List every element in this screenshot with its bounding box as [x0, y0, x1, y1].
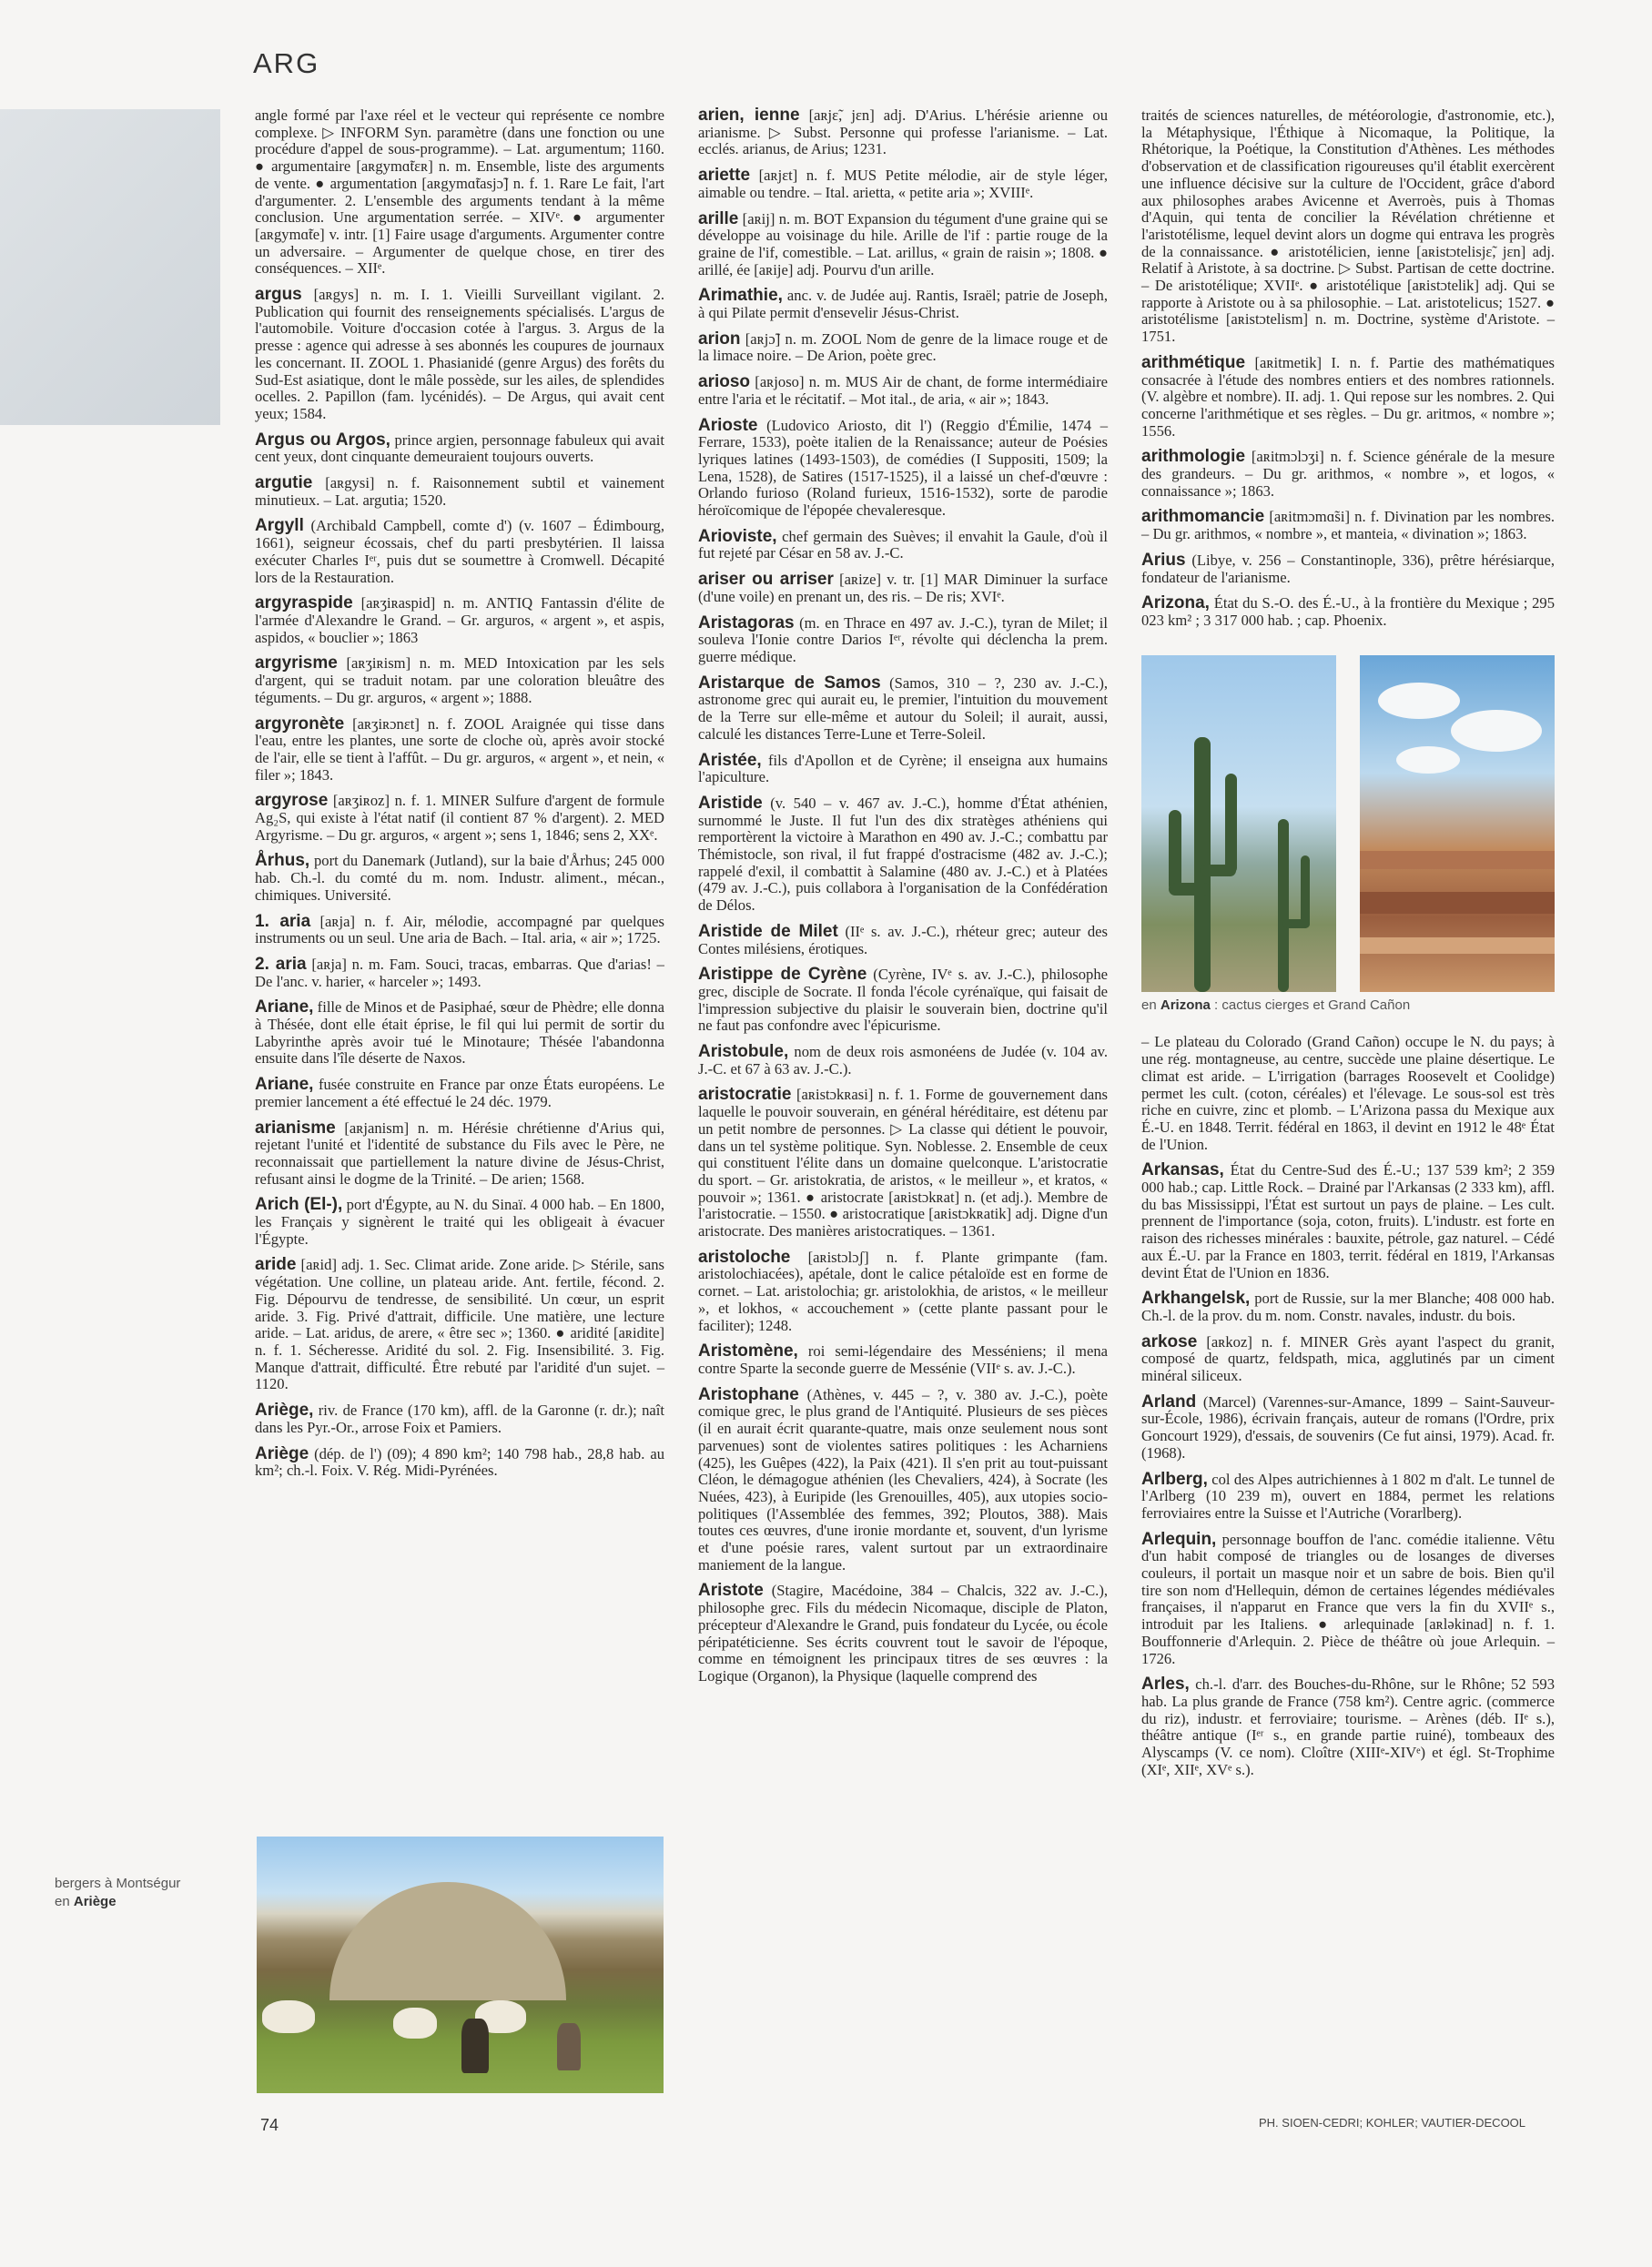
entry-definition: [aʀʒiʀoz] n. f. 1. MINER Sulfure d'argent de formule Ag₂S, qui existe à l'état natif (il contient 87 % d'argent). 2. MED Argyrisme. – Du gr. arguros, « argent »; sens 1, 1846; sens 2, XXᵉ. [255, 792, 664, 844]
entry-headword: aristocratie [698, 1085, 792, 1105]
entry-headword: Århus, [255, 851, 310, 871]
dictionary-entry [255, 1402, 664, 1436]
entry-headword: 1. aria [255, 911, 311, 931]
dictionary-entry [698, 208, 1108, 279]
entry-definition: [aʀgys] n. m. I. 1. Vieilli Surveillant vigilant. 2. Publication qui fournit des renseignements spécialisés. L'argus de l'automobile. Voiture d'occasion cotée à l'argus. 3. Argus de la presse : agence qui adresse à ses abonnés les coupures de journaux les concernant. II. ZOOL 1. Phasianidé (genre Argus) des forêts du Sud-Est asiatique, dont le mâle possède, sur les ailes, de splendides ocelles. 2. Papillon (fam. lycénidés). – De Argus, qui avait cent yeux; 1584. [255, 286, 664, 422]
entry-definition: [aʀij] n. m. BOT Expansion du tégument d'une graine qui se développe au voisinage du hile. Arille de l'if : partie rouge de la graine de l'if, comestible. – Lat. arillus, « grain de raisin »; 1808. ● arillé, ée [aʀije] adj. Pourvu d'un arille. [698, 209, 1108, 278]
entry-definition: port de Russie, sur la mer Blanche; 408 000 hab. Ch.-l. de la prov. du m. nom. Constr. navales, industr. du bois. [1141, 1290, 1555, 1324]
entry-headword: Aristagoras [698, 612, 795, 633]
entry-headword: arioso [698, 372, 751, 392]
dictionary-entry [255, 595, 664, 646]
dictionary-entry [698, 526, 1108, 562]
entry-headword: Arioviste, [698, 526, 777, 546]
dictionary-entry [698, 675, 1108, 744]
cactus-photo [1141, 655, 1336, 992]
dictionary-entry [698, 288, 1108, 321]
dictionary-entry [1141, 552, 1555, 586]
entry-headword: arkose [1141, 1331, 1198, 1351]
dictionary-entry [255, 1120, 664, 1189]
dictionary-entry [255, 1257, 664, 1393]
entry-definition: [aʀja] n. m. Fam. Souci, tracas, embarras. Que d'arias! – De l'anc. v. harier, « harceler »; 1493. [255, 955, 664, 990]
dictionary-entry [698, 1044, 1108, 1078]
entry-headword: argyrose [255, 791, 329, 811]
entry-definition: chef germain des Suèves; il envahit la Gaule, d'où il fut rejeté par César en 58 av. J.-C. [698, 527, 1108, 562]
dictionary-entry [255, 911, 664, 947]
entry-definition: [aʀjanism] n. m. Hérésie chrétienne d'Arius qui, rejetant l'unité et l'identité de substance du Fils avec le Père, ne reconnaissait que partiellement la nature divine de Jésus-Christ, refusant ainsi le dogme de la Trinité. – De arien; 1568. [255, 1118, 664, 1188]
dictionary-entry [698, 107, 1108, 158]
entry-definition: [aʀja] n. f. Air, mélodie, accompagné par quelques instruments ou un seul. Une aria de Bach. – Ital. aria, « air »; 1725. [255, 912, 664, 947]
entry-definition: fusée construite en France par onze États européens. Le premier lancement a été effectué le 24 déc. 1979. [255, 1076, 664, 1110]
entry-headword: Aristobule, [698, 1042, 789, 1062]
entry-definition: fille de Minos et de Pasiphaé, sœur de Phèdre; elle donna à Thésée, dont elle était éprise, le fil qui lui permit de sortir du Labyrinthe après avoir tué le Minotaure; Thésée l'abandonna ensuite dans l'île déserte de Naxos. [255, 998, 664, 1068]
dictionary-entry [255, 518, 664, 586]
entry-headword: argutie [255, 473, 313, 493]
entry-headword: Aristide [698, 793, 763, 813]
entry-headword: ariser ou arriser [698, 570, 834, 590]
dictionary-entry [1141, 1162, 1555, 1281]
dictionary-entry [698, 167, 1108, 201]
entry-definition: ch.-l. d'arr. des Bouches-du-Rhône, sur le Rhône; 52 593 hab. La plus grande de France (758 km²). Centre agric. (commerce du riz), industr. et ferroviaire; tourisme. – Arènes (déb. IIᵉ s.), théâtre antique (Iᵉʳ s., en grande partie ruiné), tombeaux des Alyscamps (V. ce nom). Cloître (XIIIᵉ-XIVᵉ) et égl. St-Trophime (XIᵉ, XIIᵉ, XVᵉ s.). [1141, 1675, 1555, 1778]
entry-definition: fils d'Apollon et de Cyrène; il enseigna aux humains l'apiculture. [698, 751, 1108, 786]
entry-definition: [aʀjɔ̃] n. m. ZOOL Nom de genre de la limace rouge et de la limace noire. – De Arion, poète grec. [698, 329, 1108, 365]
photo-credits: PH. SIOEN-CEDRI; KOHLER; VAUTIER-DECOOL [1259, 2116, 1526, 2130]
dictionary-entry [1141, 1676, 1555, 1778]
entry-definition: (Cyrène, IVᵉ s. av. J.-C.), philosophe grec, disciple de Socrate. Il fonda l'école cyrénaïque, qui faisait de l'impression subjective du plaisir le souverain bien, doctrine qu'il ne faut pas confondre avec l'épicurisme. [698, 966, 1108, 1035]
entry-headword: Arius [1141, 550, 1186, 570]
entry-definition: État du Centre-Sud des É.-U.; 137 539 km²; 2 359 000 hab.; cap. Little Rock. – Drainé par l'Arkansas (2 333 km), affl. du bas Mississippi, l'État est surtout un pays de plaine. – Les cult. prennent de l'importance (soja, coton, fruits). L'industr. est forte en raison des richesses minérales : bauxite, pétrole, gaz naturel. – Cédé aux É.-U. par la France en 1803, territ. fédéral en 1819, l'Arkansas devint État de l'Union en 1836. [1141, 1161, 1555, 1281]
dictionary-entry [1141, 1469, 1555, 1523]
entry-headword: arithmologie [1141, 447, 1246, 467]
entry-headword: arithmétique [1141, 352, 1246, 372]
entry-definition: [aʀʒiʀaspid] n. m. ANTIQ Fantassin d'élite de l'armée d'Alexandre le Grand. – Gr. arguros, « argent », et aspis, aspidos, « bouclier »; 1863 [255, 594, 664, 646]
entry-definition: (Stagire, Macédoine, 384 – Chalcis, 322 av. J.-C.), philosophe grec. Fils du médecin Nicomaque, disciple de Platon, précepteur d'Alexandre le Grand, puis fondateur du Lycée, ou école péripatéticienne. Ses écrits couvrent tout le savoir de l'époque, comme en témoignent les principaux titres de ses œuvres : la Logique (Organon), la Physique (laquelle comprend des [698, 1582, 1108, 1685]
entry-definition: col des Alpes autrichiennes à 1 802 m d'alt. Le tunnel de l'Arlberg (10 239 m), ouvert en 1884, permet les relations ferroviaires entre la Suisse et l'Autriche (Vorarlberg). [1141, 1470, 1555, 1522]
entry-definition: (Marcel) (Varennes-sur-Amance, 1899 – Saint-Sauveur-sur-École, 1986), écrivain français, auteur de romans (l'Ordre, prix Goncourt 1929), d'essais, de souvenirs (Ce fut ainsi, 1979). Acad. fr. (1968). [1141, 1392, 1555, 1462]
entry-headword: Aristippe de Cyrène [698, 965, 867, 985]
ariege-caption: bergers à Montségur en Ariège [55, 1876, 181, 1909]
entry-definition: traités de sciences naturelles, de météorologie, d'astronomie, etc.), la Métaphysique, l'Éthique à Nicomaque, la Politique, la Rhétorique, la Poétique, la Constitution d'Athènes. Les méthodes d'observation et de classification rigoureuses qu'il établit exercèrent une influence décisive sur la culture de l'Occident, grâce d'abord aux philosophes arabes Avicenne et Averroès, puis à Thomas d'Aquin, qui tenta de concilier la Révélation chrétienne et l'aristotélisme, lequel devint alors un dogme qui entrava les progrès de la connaissance. ● aristotélicien, ienne [aʀistɔtelisjɛ̃, jɛn] adj. Relatif à Aristote, à sa doctrine. ▷ Subst. Partisan de cette doctrine. – De aristotélique; XVIIᵉ. ● aristotélique [aʀistɔtelik] adj. Qui se rapporte à Aristote ou à sa philosophie. – Lat. aristotelicus; 1527. ● aristotélisme [aʀistɔtelism] n. m. Doctrine, système d'Aristote. – 1751. [1141, 106, 1555, 346]
entry-definition: [aʀjɛ̃, jɛn] adj. D'Arius. L'hérésie arienne ou arianisme. ▷ Subst. Personne qui professe l'arianisme. – Lat. ecclés. arianus, de Arius; 1231. [698, 106, 1108, 158]
entry-headword: Aristote [698, 1581, 764, 1601]
dictionary-entry [255, 853, 664, 904]
entry-definition: (Ludovico Ariosto, dit l') (Reggio d'Émilie, 1474 – Ferrare, 1533), poète italien de la Renaissance; auteur de Poésies lyriques latines (1493-1503), de comédies (I Suppositi, 1509; la Lena, 1528), de Satires (1517-1525), il a laissé un chef-d'œuvre : Orlando furioso (Roland furieux, 1516-1532), sorte de parodie héroïcomique de l'épopée chevaleresque. [698, 416, 1108, 520]
dictionary-entry [698, 1583, 1108, 1685]
entry-headword: argyrisme [255, 653, 338, 673]
dictionary-entry [698, 967, 1108, 1035]
entry-headword: Arland [1141, 1392, 1197, 1412]
dictionary-entry [255, 655, 664, 706]
entry-definition: (IIᵉ s. av. J.-C.), rhéteur grec; auteur des Contes milésiens, érotiques. [698, 922, 1109, 957]
entry-definition: [aʀjɛt] n. f. MUS Petite mélodie, air de style léger, aimable ou tendre. – Ital. arietta, « petite aria »; XVIIIᵉ. [698, 167, 1108, 201]
dictionary-entry [255, 432, 664, 466]
grand-canyon-photo [1360, 655, 1555, 992]
arizona-photos [1141, 655, 1555, 992]
dictionary-entry [1141, 352, 1555, 440]
entry-definition: port d'Égypte, au N. du Sinaï. 4 000 hab. – En 1800, les Français y signèrent le traité qui les obligeait à évacuer l'Égypte. [255, 1196, 664, 1248]
entry-definition: (v. 540 – v. 467 av. J.-C.), homme d'État athénien, surnommé le Juste. Il fut l'un des dix stratèges athéniens qui remportèrent la victoire à Marathon en 490 av. J.-C.; combattu par Thémistocle, son rival, il fut frappé d'ostracisme (482 av. J.-C.); rappelé d'exil, il combattit à Salamine (480 av. J.-C.) et à Platées (479 av. J.-C.), puis collabora à l'organisation de la Confédération de Délos. [698, 794, 1108, 915]
dictionary-entry [255, 287, 664, 423]
entry-definition: riv. de France (170 km), affl. de la Garonne (r. dr.); naît dans les Pyr.-Or., arrose Foix et Pamiers. [255, 1402, 664, 1436]
entry-headword: Ariane, [255, 1075, 314, 1095]
dictionary-entry [698, 572, 1108, 605]
entry-headword: Arlequin, [1141, 1529, 1217, 1549]
entry-headword: Arles, [1141, 1675, 1190, 1695]
entry-definition: [aʀjoso] n. m. MUS Air de chant, de forme intermédiaire entre l'aria et le récitatif. – Mot ital., de aria, « air »; 1843. [698, 373, 1108, 408]
entry-definition: [aʀitmɔmɑ̃si] n. f. Divination par les nombres. – Du gr. arithmos, « nombre », et manteia, « divination »; 1863. [1141, 508, 1555, 543]
entry-headword: Arkhangelsk, [1141, 1289, 1251, 1309]
entry-definition: (Archibald Campbell, comte d') (v. 1607 – Édimbourg, 1661), seigneur écossais, chef du parti presbytérien. Il laissa exécuter Charles Iᵉʳ, puis dut se soumettre à Cromwell. Décapité lors de la Restauration. [255, 517, 664, 586]
dictionary-entry [698, 750, 1108, 786]
entry-headword: aride [255, 1255, 297, 1275]
page-number: 74 [260, 2116, 279, 2134]
dictionary-entry [698, 1384, 1108, 1574]
entry-headword: Aristomène, [698, 1341, 798, 1361]
entry-headword: Argyll [255, 516, 304, 536]
entry-headword: ariette [698, 166, 751, 186]
entry-definition: État du S.-O. des É.-U., à la frontière du Mexique ; 295 023 km² ; 3 317 000 hab. ; cap. Phoenix. [1141, 594, 1555, 629]
entry-headword: Arimathie, [698, 286, 783, 306]
entry-definition: [aʀid] adj. 1. Sec. Climat aride. Zone aride. ▷ Stérile, sans végétation. Une colline, un plateau aride. Ant. fertile, fécond. 2. Fig. Dépourvu de tendresse, de sensibilité. Un cœur, un esprit aride. 3. Fig. Privé d'attrait, difficile. Une matière, une lecture aride. – Lat. aridus, de arere, « être sec »; 1360. ● aridité [aʀidite] n. f. 1. Sécheresse. Aridité du sol. 2. Fig. Insensibilité. 3. Fig. Manque d'attrait, difficulté. Être rebuté par l'aridité d'un sujet. – 1120. [255, 1256, 664, 1393]
entry-definition: [aʀʒiʀism] n. m. MED Intoxication par les sels d'argent, qui se traduit notam. par une coloration bleuâtre des téguments. – Du gr. arguros, « argent »; 1888. [255, 654, 664, 706]
entry-headword: arion [698, 329, 741, 349]
arizona-caption: en Arizona : cactus cierges et Grand Cañon [1141, 997, 1411, 1013]
column-2 [698, 107, 1108, 1695]
entry-definition: (Athènes, v. 445 – ?, v. 380 av. J.-C.), poète comique grec, le plus grand de l'Antiquité. Plusieurs de ses pièces (il en aurait écrit quarante-quatre, mais onze seulement nous sont parvenues) sont de violentes satires politiques : les Acharniens (425), les Guêpes (422), la Paix (421). Il s'en prit au tout-puissant Cléon, le démagogue athénien (les Chevaliers, 424), à Socrate (les Nuées, 423), à Euripide (les Grenouilles, 405), aux utopies socio-politiques (l'Assemblée des femmes, 392; Ploutos, 388). Mais toutes ces œuvres, d'une ironie mordante et, souvent, d'un lyrisme et d'une poésie rares, valent surtout par un extraordinaire maniement de la langue. [698, 1385, 1108, 1574]
entry-definition: roi semi-légendaire des Messéniens; il mena contre Sparte la seconde guerre de Messénie (VIIᵉ s. av. J.-C.). [698, 1342, 1108, 1377]
dictionary-entry [698, 612, 1108, 666]
dictionary-entry [255, 107, 664, 278]
entry-definition: anc. v. de Judée auj. Rantis, Israël; patrie de Joseph, à qui Pilate permit d'ensevelir Jésus-Christ. [698, 287, 1108, 322]
entry-headword: Arlberg, [1141, 1469, 1208, 1489]
dictionary-entry [1141, 1331, 1555, 1385]
entry-definition: angle formé par l'axe réel et le vecteur qui représente ce nombre complexe. ▷ INFORM Syn. paramètre (dans une fonction ou une procédure d'appel de sous-programme). – Lat. argumentum; 1160. ● argumentaire [aʀgymɑ̃tɛʀ] n. m. Ensemble, liste des arguments de vente. ● argumentation [aʀgymɑ̃tasjɔ̃] n. f. 1. Rare Le fait, l'art d'argumenter. 2. L'ensemble des arguments tendant à la même conclusion. Une argumentation serrée. – XIVᵉ. ● argumenter [aʀgymɑ̃te] v. intr. [1] Faire usage d'arguments. Argumenter contre un adversaire. – Argumenter de quelque chose, en tirer des conséquences. – XIIᵉ. [255, 106, 664, 278]
dictionary-entry [1141, 1394, 1555, 1462]
entry-headword: arianisme [255, 1118, 336, 1138]
dictionary-entry [1141, 595, 1555, 629]
entry-definition: (Samos, 310 – ?, 230 av. J.-C.), astronome grec qui aurait eu, le premier, l'intuition du mouvement de la Terre sur elle-même et autour du Soleil; il aurait, aussi, calculé les distances Terre-Lune et Terre-Soleil. [698, 673, 1108, 743]
entry-headword: Arich (El-), [255, 1195, 343, 1215]
column-1 [255, 107, 664, 1489]
entry-headword: Aristée, [698, 750, 762, 770]
dictionary-entry [255, 1443, 664, 1480]
dictionary-entry [1141, 1034, 1555, 1153]
dictionary-entry [698, 795, 1108, 915]
dictionary-entry [255, 793, 664, 844]
entry-headword: Ariège [255, 1443, 309, 1463]
sidebar-photo [0, 109, 220, 425]
entry-definition: (m. en Thrace en 497 av. J.-C.), tyran de Milet; il souleva l'Ionie contre Darios Iᵉʳ, révolte qui déclencha la prem. guerre médique. [698, 613, 1108, 665]
dictionary-entry [255, 1077, 664, 1110]
entry-definition: [aʀistɔkʀasi] n. f. 1. Forme de gouvernement dans laquelle le pouvoir souverain, en général héréditaire, est détenu par un petit nombre de personnes. ▷ La classe qui détient le pouvoir, dans un tel système politique. Syn. Noblesse. 2. Ensemble de ceux qui constituent l'élite dans un domaine quelconque. L'aristocratie du sport. – Gr. aristokratia, de aristos, « le meilleur », et kratos, « pouvoir »; 1361. ● aristocrate [aʀistɔkʀat] n. (et adj.). Membre de l'aristocratie. – 1550. ● aristocratique [aʀistɔkʀatik] adj. Digne d'un aristocrate. Des manières aristocratiques. – 1361. [698, 1086, 1108, 1240]
dictionary-entry [255, 713, 664, 784]
entry-headword: Arioste [698, 415, 758, 435]
entry-definition: prince argien, personnage fabuleux qui avait cent yeux, dont cinquante demeuraient toujours ouverts. [255, 430, 664, 466]
running-head: ARG [253, 47, 320, 79]
dictionary-entry [698, 921, 1109, 957]
entry-definition: [aʀkoz] n. f. MINER Grès ayant l'aspect du granit, composé de quartz, feldspath, mica, agglutinés par un ciment minéral siliceux. [1141, 1332, 1555, 1385]
entry-definition: [aʀgysi] n. f. Raisonnement subtil et vainement minutieux. – Lat. argutia; 1520. [255, 474, 664, 509]
dictionary-entry [698, 1247, 1108, 1335]
dictionary-entry [698, 1343, 1108, 1377]
entry-headword: argyraspide [255, 593, 353, 613]
entry-headword: Argus ou Argos, [255, 430, 390, 450]
entry-headword: Aristarque de Samos [698, 673, 881, 693]
entry-definition: [aʀistɔlɔʃ] n. f. Plante grimpante (fam. aristolochiacées), apétale, dont le calice pétaloïde est en forme de cornet. – Lat. aristolochia; gr. aristolokhia, de aristos, « le meilleur », et lokhos, « accouchement » (cette plante passant pour le faciliter); 1248. [698, 1248, 1108, 1334]
entry-definition: – Le plateau du Colorado (Grand Cañon) occupe le N. du pays; à une rég. montagneuse, au centre, succède une plaine désertique. Le climat est aride. – L'irrigation (barrages Roosevelt et Coolidge) permet les cult. (coton, céréales) et l'élevage. Le sous-sol est très riche en cuivre, zinc et plomb. – L'Arizona passa du Mexique aux É.-U. en 1848. Territ. fédéral en 1863, il devint en 1912 le 48ᵉ État de l'Union. [1141, 1033, 1555, 1153]
entry-definition: personnage bouffon de l'anc. comédie italienne. Vêtu d'un habit composé de triangles ou de losanges de diverses couleurs, il portait un masque noir et un sabre de bois. Bien qu'il tire son nom d'Hellequin, démon de certaines légendes médiévales françaises, il n'apparut en France que vers la fin du XVIIᵉ s., introduit par les Italiens. ● arlequinade [aʀləkinad] n. f. 1. Bouffonnerie d'Arlequin. 2. Pièce de théâtre où joue Arlequin. – 1726. [1141, 1530, 1555, 1667]
ariege-photo [257, 1837, 664, 2093]
dictionary-entry [1141, 1529, 1555, 1668]
entry-definition: [aʀitmɔlɔʒi] n. f. Science générale de la mesure des grandeurs. – Du gr. arithmos, « nombre », et logos, « connaissance »; 1863. [1141, 448, 1555, 500]
dictionary-entry [1141, 1290, 1555, 1324]
entry-definition: port du Danemark (Jutland), sur la baie d'Århus; 245 000 hab. Ch.-l. du comté du m. nom. Industr. aliment., mécan., chimiques. Université. [255, 852, 664, 904]
entry-headword: argus [255, 285, 302, 305]
entry-headword: 2. aria [255, 954, 307, 974]
entry-headword: Arkansas, [1141, 1160, 1224, 1180]
dictionary-entry [1141, 107, 1555, 346]
entry-headword: aristoloche [698, 1247, 791, 1267]
dictionary-entry [1141, 449, 1555, 500]
entry-definition: (dép. de l') (09); 4 890 km²; 140 798 hab., 28,8 hab. au km²; ch.-l. Foix. V. Rég. Midi-Pyrénées. [255, 1444, 664, 1480]
dictionary-entry [698, 1087, 1108, 1240]
dictionary-entry [255, 999, 664, 1068]
dictionary-entry [698, 415, 1108, 520]
entry-headword: arithmomancie [1141, 507, 1265, 527]
entry-headword: Aristide de Milet [698, 921, 838, 941]
column-3 [1141, 107, 1555, 1788]
dictionary-entry [255, 956, 664, 990]
entry-headword: Arizona, [1141, 593, 1210, 613]
dictionary-entry [255, 1197, 664, 1248]
dictionary-entry [698, 374, 1108, 408]
entry-headword: Ariège, [255, 1401, 314, 1421]
entry-headword: Ariane, [255, 997, 314, 1017]
entry-definition: (Libye, v. 256 – Constantinople, 336), prêtre hérésiarque, fondateur de l'arianisme. [1141, 551, 1555, 586]
entry-definition: [aʀitmetik] I. n. f. Partie des mathématiques consacrée à l'étude des nombres entiers et des nombres rationnels. (V. algèbre et nombre). II. adj. 1. Qui repose sur les nombres. 2. Qui concerne l'arithmétique et ses règles. – Du gr. aritmos, « nombre »; 1556. [1141, 353, 1555, 440]
entry-definition: [aʀize] v. tr. [1] MAR Diminuer la surface (d'une voile) en prenant un, des ris. – De ris; XVIᵉ. [698, 571, 1109, 605]
entry-headword: arien, ienne [698, 106, 800, 125]
entry-headword: Aristophane [698, 1384, 799, 1404]
entry-definition: [aʀʒiʀɔnɛt] n. f. ZOOL Araignée qui tisse dans l'eau, entre les plantes, une sorte de cloche où, après avoir stocké de l'air, elle se tient à l'affût. – Du gr. arguros, « argent », et nein, « filer »; 1843. [255, 714, 664, 784]
entry-headword: arille [698, 208, 739, 228]
dictionary-entry [255, 475, 664, 509]
entry-headword: argyronète [255, 713, 345, 734]
dictionary-entry [698, 331, 1108, 365]
entry-definition: nom de deux rois asmonéens de Judée (v. 104 av. J.-C. et 67 à 63 av. J.-C.). [698, 1043, 1108, 1078]
dictionary-entry [1141, 509, 1555, 542]
